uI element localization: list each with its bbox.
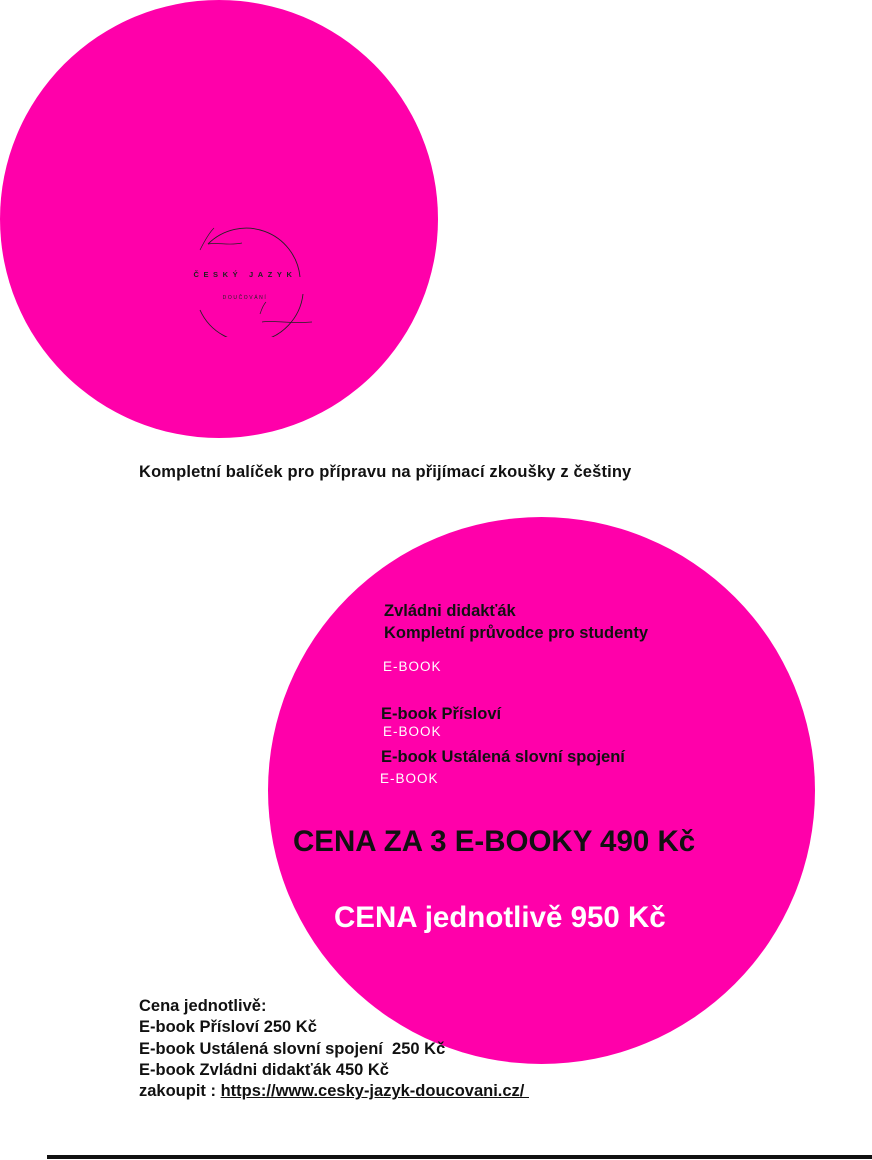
brand-logo [170,222,320,337]
item-tag: E-BOOK [380,771,439,786]
package-title: Kompletní balíček pro přípravu na přijímací zkoušky z češtiny [139,463,632,481]
buy-label: zakoupit : [139,1082,221,1101]
item-subtitle: Kompletní průvodce pro studenty [384,624,649,642]
logo-main-text: ČESKÝ JAZYK [193,270,297,279]
bundle-price: CENA ZA 3 E-BOOKY 490 Kč [293,825,696,858]
bottom-divider [47,1155,872,1159]
price-list-line: E-book Přísloví 250 Kč [139,1018,317,1037]
item-title: Zvládni didakťák [384,602,516,620]
decorative-circle-main [268,517,815,1064]
item-title: E-book Ustálená slovní spojení [381,748,625,766]
price-list-heading: Cena jednotlivě: [139,997,267,1015]
logo-sub-text: DOUČOVÁNÍ [222,295,268,301]
buy-link[interactable]: https://www.cesky-jazyk-doucovani.cz/ [220,1082,529,1101]
price-list-line: E-book Ustálená slovní spojení 250 Kč [139,1039,446,1058]
item-title: E-book Přísloví [381,705,502,723]
item-tag: E-BOOK [383,724,442,739]
single-price: CENA jednotlivě 950 Kč [334,901,666,934]
logo-ring-graphic [170,222,320,337]
price-list-line: E-book Zvládni didakťák 450 Kč [139,1060,389,1079]
buy-row [139,1081,529,1102]
decorative-circle-top [0,0,438,438]
price-list [139,996,529,1102]
item-tag: E-BOOK [383,659,442,674]
